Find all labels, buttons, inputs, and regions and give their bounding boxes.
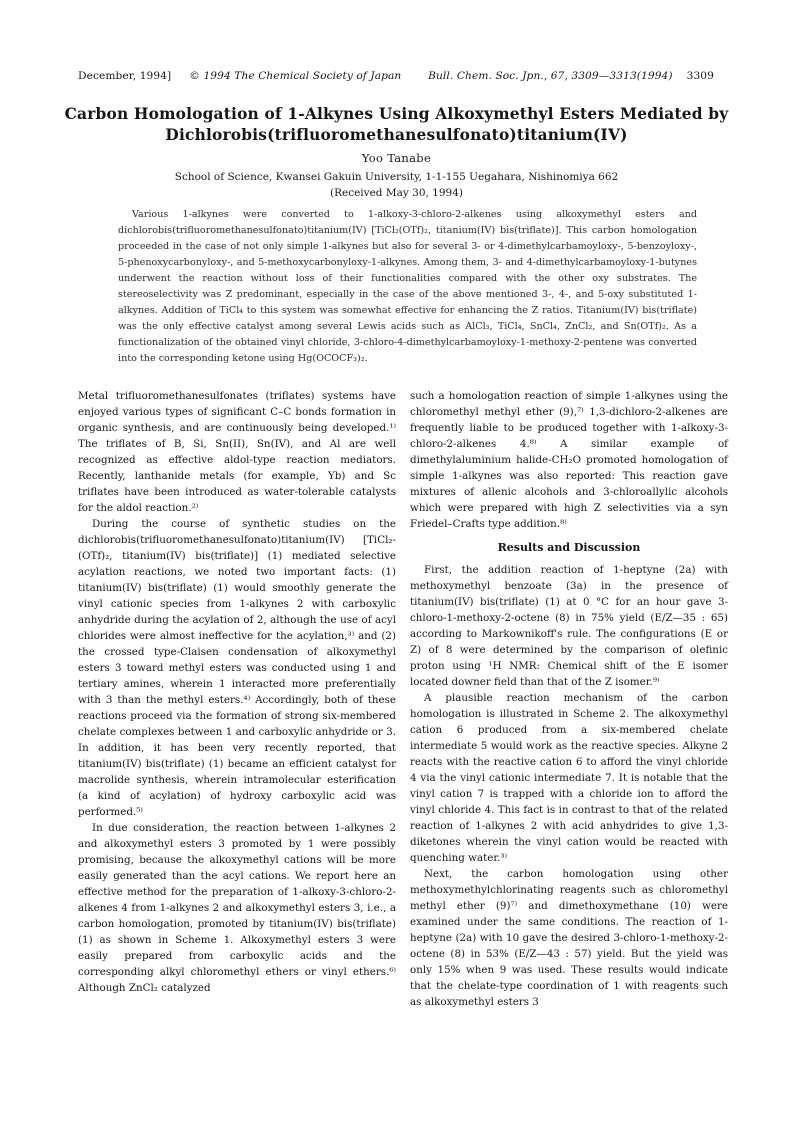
abstract: Various 1-alkynes were converted to 1-alkoxy-3-chloro-2-alkenes using alkoxymethyl esters and dichlorobis(trifluoromethanesulfonato)titanium(IV) [TiCl₂(OTf)₂, titanium(IV) bis(triflate)]. This carbon homologation proceeded in the case of not only simple 1-alkynes but also for several 3- or 4-dimethylcarbamoyloxy-, 5-benzoyloxy-, 5-phenoxycarbonyloxy-, and 5-methoxycarbonyloxy-1-alkynes. Among them, 3- and 4-dimethylcarbamoyloxy-1-butynes underwent the reaction without loss of their functionalities compared with the other oxy substrates. The stereoselectivity was Z predominant, especially in the case of the above mentioned 3-, 4-, and 5-oxy substituted 1-alkynes. Addition of TiCl₄ to this system was somewhat effective for enhancing the Z ratios. Titanium(IV) bis(triflate) was the only effective catalyst among several Lewis acids such as AlCl₃, TiCl₄, SnCl₄, ZnCl₂, and Sn(OTf)₂. As a functionalization of the obtained vinyl chloride, 3-chloro-4-dimethylcarbamoyloxy-1-methoxy-2-pentene was converted into the corresponding ketone using Hg(OCOCF₃)₂.: [118, 209, 697, 364]
body-paragraph: such a homologation reaction of simple 1-alkynes using the chloromethyl methyl ether (9),⁷⁾ 1,3-dichloro-2-alkenes are frequently liable to be produced together with 1-alkoxy-3-chloro-2-alkenes 4.⁸⁾ A similar example of dimethylaluminium halide-CH₂O promoted homologation of simple 1-alkynes was also reported: This reaction gave mixtures of allenic alcohols and 3-chloroallylic alcohols which were prepared with high Z selectivities via a syn Friedel–Crafts type addition.⁸⁾: [410, 390, 728, 530]
running-head: [78, 70, 714, 82]
affiliation-block: [0, 169, 793, 201]
running-head-right: [428, 70, 714, 82]
section-heading: Results and Discussion: [497, 541, 641, 554]
right-column: [410, 388, 728, 1010]
body-paragraph: During the course of synthetic studies on the dichlorobis(trifluoromethanesulfonato)titanium(IV) [TiCl₂-(OTf)₂, titanium(IV) bis(triflate)] (1) mediated selective acylation reactions, we noted two important facts: (1) titanium(IV) bis(triflate) (1) would smoothly generate the vinyl cationic species from 1-alkynes 2 with carboxylic anhydride during the acylation of 2, although the use of acyl chlorides were almost ineffective for the acylation,³⁾ and (2) the crossed type-Claisen condensation of alkoxymethyl esters 3 toward methyl esters was conducted using 1 and tertiary amines, wherein 1 interacted more preferentially with 3 than the methyl esters.⁴⁾ Accordingly, both of these reactions proceed via the formation of strong six-membered chelate complexes between 1 and carboxylic anhydride or 3. In addition, it has been very recently reported, that titanium(IV) bis(triflate) (1) became an efficient catalyst for macrolide synthesis, wherein intramolecular esterification (a kind of acylation) of hydroxy carboxylic acid was performed.⁵⁾: [78, 518, 396, 818]
body-paragraph: Metal trifluoromethanesulfonates (triflates) systems have enjoyed various types of significant C–C bonds formation in organic synthesis, and are continuously being developed.¹⁾ The triflates of B, Si, Sn(II), Sn(IV), and Al are well recognized as effective aldol-type reaction mediators. Recently, lanthanide metals (for example, Yb) and Sc triflates have been introduced as water-tolerable catalysts for the aldol reaction.²⁾: [78, 390, 396, 514]
body-paragraph: Next, the carbon homologation using other methoxymethylchlorinating reagents such as chloromethyl methyl ether (9)⁷⁾ and dimethoxymethane (10) were examined under the same conditions. The reaction of 1-heptyne (2a) with 10 gave the desired 3-chloro-1-methoxy-2-octene (8) in 53% (E/Z—43 : 57) yield. But the yield was only 15% when 9 was used. These results would indicate that the chelate-type coordination of 1 with reagents such as alkoxymethyl esters 3: [410, 868, 728, 1008]
left-column: [78, 388, 396, 996]
title-line-2: Dichlorobis(trifluoromethanesulfonato)titanium(IV): [165, 126, 628, 144]
author-name: Yoo Tanabe: [361, 151, 432, 165]
affiliation: School of Science, Kwansei Gakuin University, 1-1-155 Uegahara, Nishinomiya 662: [174, 171, 619, 183]
copyright-notice: © 1994 The Chemical Society of Japan: [189, 70, 402, 82]
running-head-left: [78, 70, 401, 82]
received-date: (Received May 30, 1994): [329, 187, 463, 199]
title-line-1: Carbon Homologation of 1-Alkynes Using Alkoxymethyl Esters Mediated by: [64, 105, 729, 123]
journal-citation: Bull. Chem. Soc. Jpn., 67, 3309—3313(1994): [428, 70, 673, 82]
body-paragraph: A plausible reaction mechanism of the carbon homologation is illustrated in Scheme 2. The alkoxymethyl cation 6 produced from a six-membered chelate intermediate 5 would work as the reactive species. Alkyne 2 reacts with the reactive cation 6 to afford the vinyl chloride 4 via the vinyl cationic intermediate 7. It is notable that the vinyl cation 7 is trapped with a chloride ion to afford the vinyl chloride 4. This fact is in contrast to that of the related reaction of 1-alkynes 2 with acid anhydrides to give 1,3-diketones wherein the vinyl cation would be reacted with quenching water.³⁾: [410, 692, 728, 864]
body-paragraph: In due consideration, the reaction between 1-alkynes 2 and alkoxymethyl esters 3 promoted by 1 were possibly promising, because the alkoxymethyl cations will be more easily generated than the acyl cations. We report here an effective method for the preparation of 1-alkoxy-3-chloro-2-alkenes 4 from 1-alkynes 2 and alkoxymethyl esters 3, i.e., a carbon homologation, promoted by titanium(IV) bis(triflate) (1) as shown in Scheme 1. Alkoxymethyl esters 3 were easily prepared from carboxylic acids and the corresponding alkyl chloromethyl ethers or vinyl ethers.⁶⁾ Although ZnCl₂ catalyzed: [78, 822, 396, 994]
article-title: [60, 104, 733, 146]
page-number: 3309: [686, 70, 714, 82]
body-paragraph: First, the addition reaction of 1-heptyne (2a) with methoxymethyl benzoate (3a) in the presence of titanium(IV) bis(triflate) (1) at 0 °C for an hour gave 3-chloro-1-methoxy-2-octene (8) in 75% yield (E/Z—35 : 65) according to Markownikoff's rule. The configurations (E or Z) of 8 were determined by the comparison of olefinic proton using ¹H NMR: Chemical shift of the E isomer located downer field than that of the Z isomer.⁹⁾: [410, 564, 728, 688]
issue-date: December, 1994]: [78, 70, 172, 82]
